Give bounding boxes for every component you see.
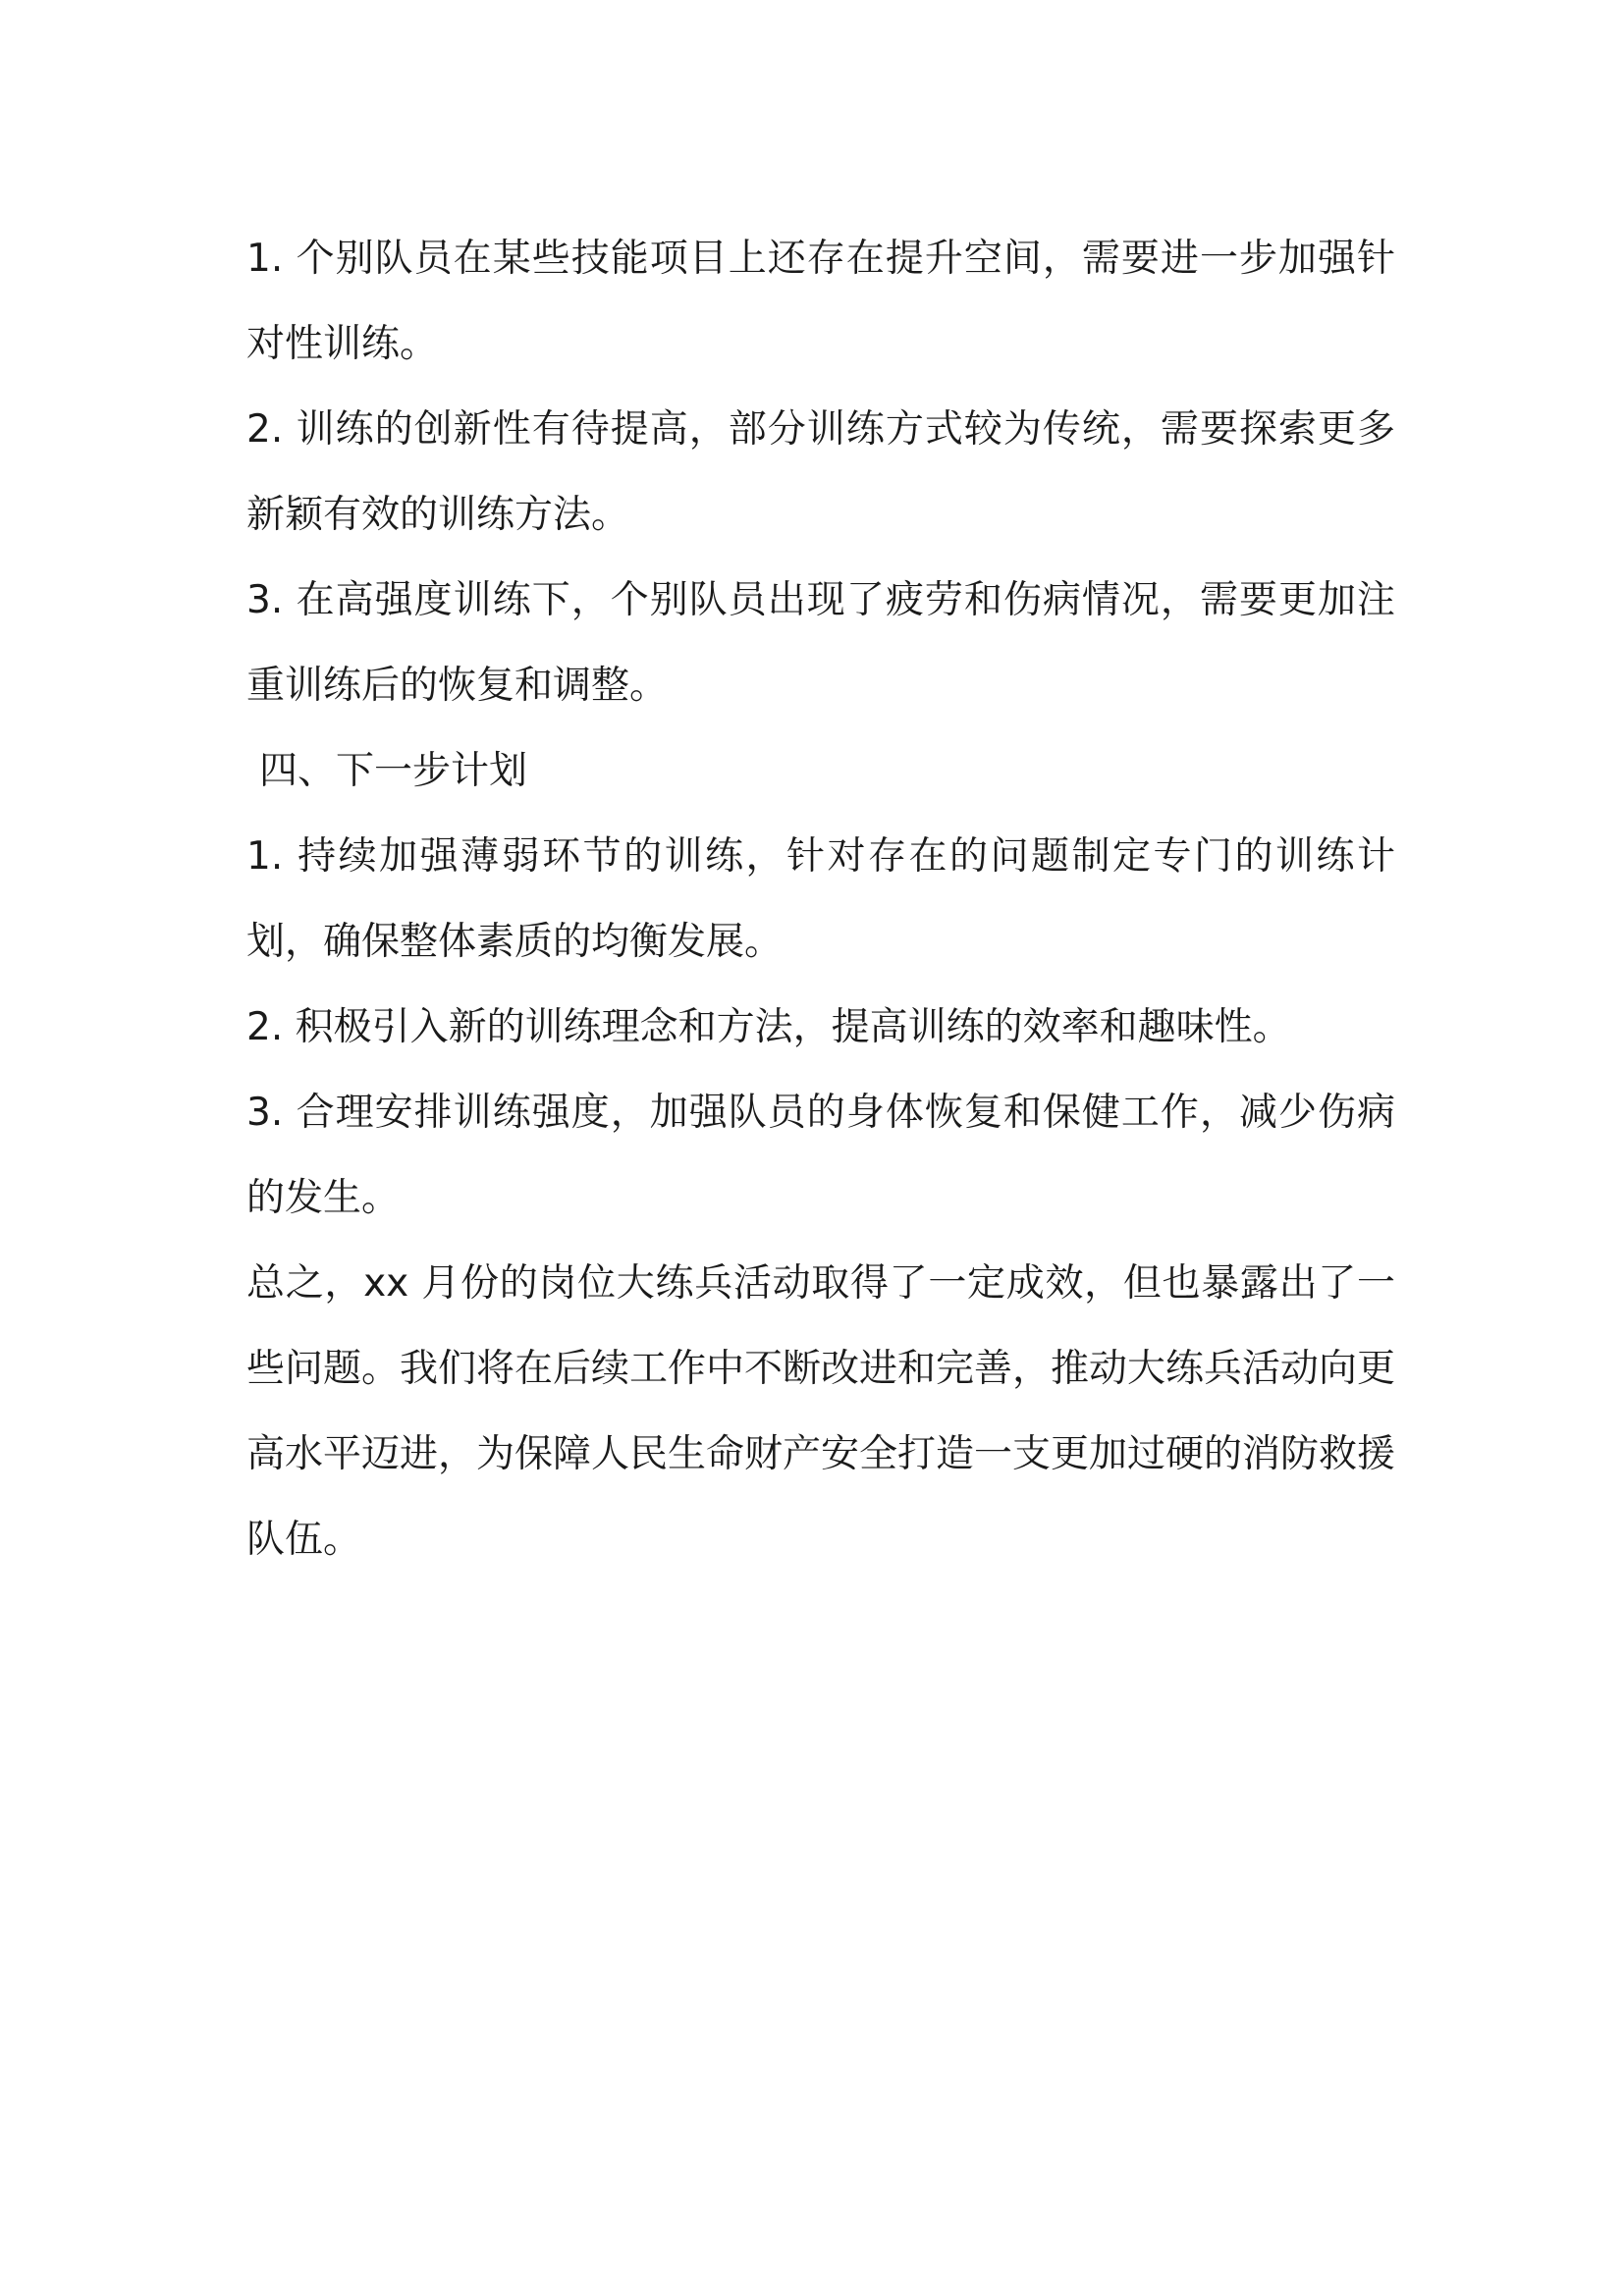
plan-item-1: 1. 持续加强薄弱环节的训练，针对存在的问题制定专门的训练计划，确保整体素质的均衡发展。	[246, 834, 1395, 964]
issue-item-2: 2. 训练的创新性有待提高，部分训练方式较为传统，需要探索更多新颖有效的训练方法。	[246, 407, 1395, 537]
plan-item-2: 2. 积极引入新的训练理念和方法，提高训练的效率和趣味性。	[246, 1005, 1291, 1049]
document-body	[246, 216, 1395, 1582]
issue-item-1: 1. 个别队员在某些技能项目上还存在提升空间，需要进一步加强针对性训练。	[246, 237, 1395, 366]
plan-item-3: 3. 合理安排训练强度，加强队员的身体恢复和保健工作，减少伤病的发生。	[246, 1091, 1395, 1220]
section-heading-next-plan: 四、下一步计划	[259, 749, 528, 793]
issue-item-3: 3. 在高强度训练下，个别队员出现了疲劳和伤病情况，需要更加注重训练后的恢复和调整。	[246, 578, 1395, 708]
conclusion-paragraph: 总之，xx 月份的岗位大练兵活动取得了一定成效，但也暴露出了一些问题。我们将在后续工作中不断改进和完善，推动大练兵活动向更高水平迈进，为保障人民生命财产安全打造一支更加过硬的消防救援队伍。	[246, 1261, 1396, 1562]
